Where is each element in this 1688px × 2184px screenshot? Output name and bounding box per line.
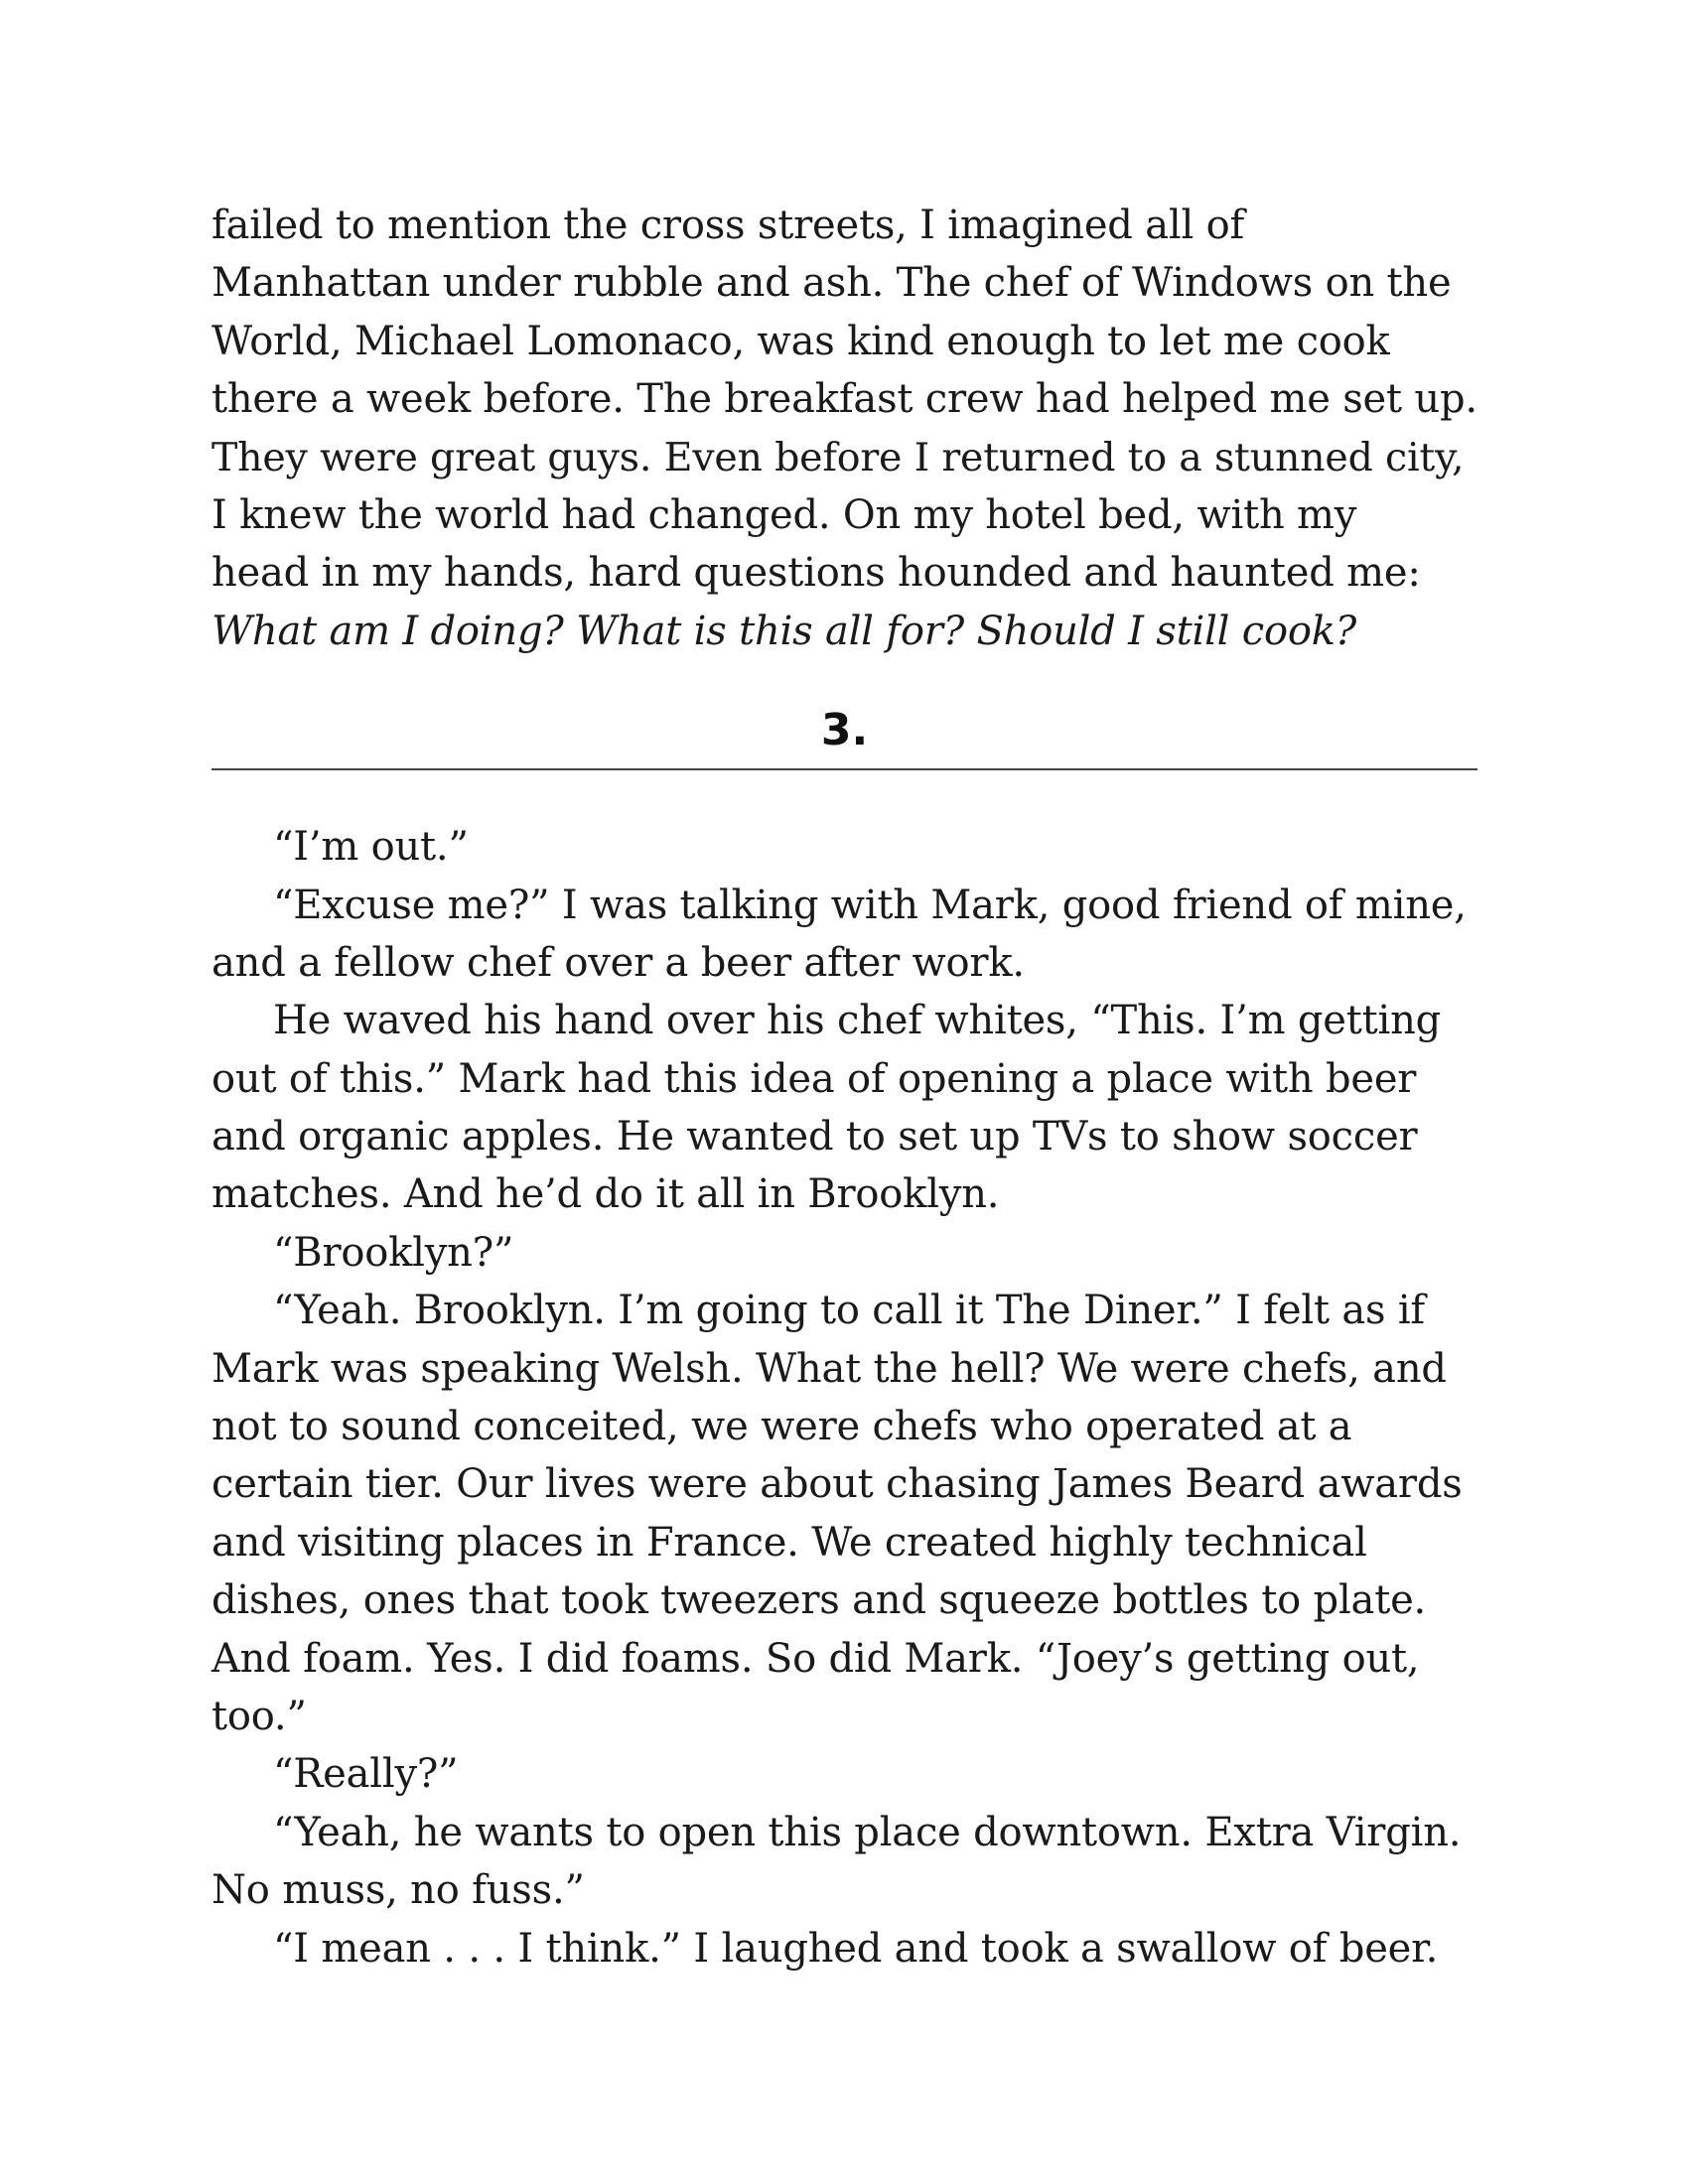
body-line: “Excuse me?” I was talking with Mark, good friend of mine, [273,882,1467,928]
section-body [211,818,1477,1978]
body-line: “Really?” [273,1751,459,1798]
intro-line: there a week before. The breakfast crew had helped me set up. [211,376,1477,423]
body-line: and a fellow chef over a beer after work. [211,939,1025,986]
body-line: He waved his hand over his chef whites, “This. I’m getting [273,998,1442,1044]
section-heading [211,706,1477,774]
body-line: too.” [211,1693,307,1739]
intro-line: Manhattan under rubble and ash. The chef of Windows on the [211,260,1452,307]
section-number: 3. [820,705,869,756]
body-line: and organic apples. He wanted to set up TVs to show soccer [211,1114,1418,1160]
body-line: “Yeah. Brooklyn. I’m going to call it The Diner.” I felt as if [273,1288,1426,1334]
intro-line: I knew the world had changed. On my hotel bed, with my [211,491,1357,538]
intro-line: failed to mention the cross streets, I imagined all of [211,203,1245,248]
body-line: “Yeah, he wants to open this place downtown. Extra Virgin. [273,1809,1462,1855]
intro-line: World, Michael Lomonaco, was kind enough to let me cook [211,318,1390,364]
book-page [211,197,1477,1978]
body-line: “I’m out.” [273,824,469,871]
section-divider [211,768,1477,770]
body-line: And foam. Yes. I did foams. So did Mark. “Joey’s getting out, [211,1635,1420,1682]
body-line: and visiting places in France. We created highly technical [211,1519,1367,1566]
intro-italic-questions: What am I doing? What is this all for? Should I still cook? [211,608,1357,654]
intro-line: head in my hands, hard questions hounded and haunted me: [211,550,1421,597]
body-line: out of this.” Mark had this idea of opening a place with beer [211,1055,1417,1102]
body-line: Mark was speaking Welsh. What the hell? We were chefs, and [211,1345,1447,1392]
intro-line: They were great guys. Even before I returned to a stunned city, [211,434,1465,480]
body-line: matches. And he’d do it all in Brooklyn. [211,1171,1000,1218]
body-line: No muss, no fuss.” [211,1867,585,1914]
body-line: not to sound conceited, we were chefs who operated at a [211,1404,1352,1450]
intro-paragraph [211,197,1477,660]
body-line: “I mean . . . I think.” I laughed and took a swallow of beer. [273,1925,1439,1972]
body-line: “Brooklyn?” [273,1229,514,1276]
body-line: dishes, ones that took tweezers and squeeze bottles to plate. [211,1577,1427,1624]
body-line: certain tier. Our lives were about chasing James Beard awards [211,1461,1463,1508]
